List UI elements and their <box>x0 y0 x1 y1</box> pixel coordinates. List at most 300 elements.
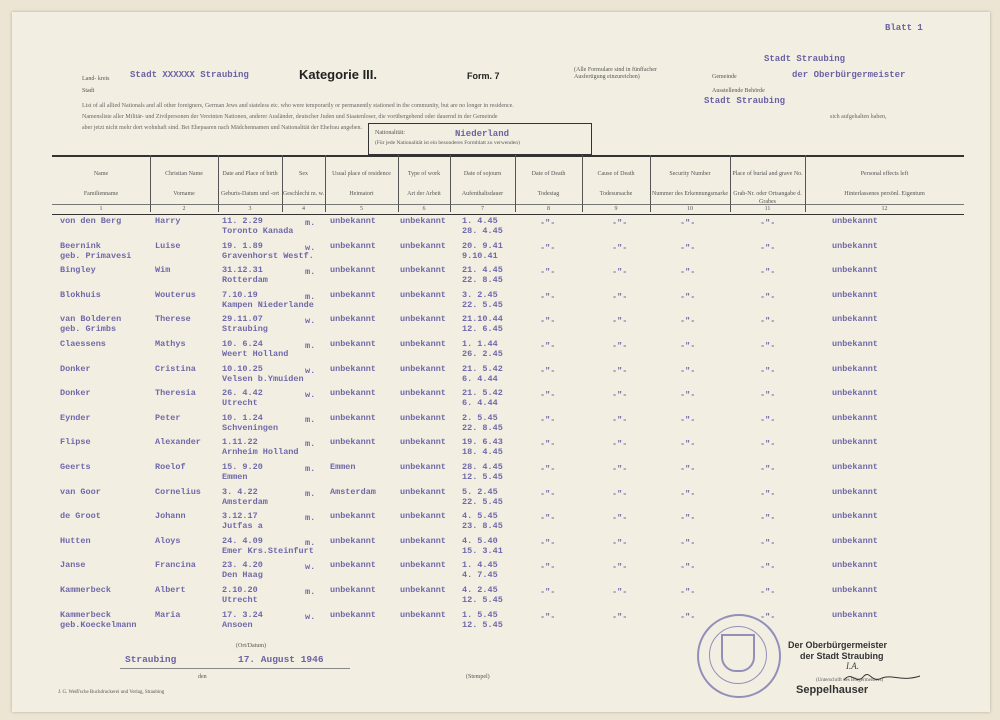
cell-work: unbekannt <box>400 511 446 522</box>
cell-cause: -"- <box>612 267 628 278</box>
cell-residence: unbekannt <box>330 511 376 522</box>
cell-work: unbekannt <box>400 412 446 423</box>
cell-birth1: 2.10.20 <box>222 585 258 595</box>
cell-sojourn1: 2. 5.45 <box>462 412 498 423</box>
cell-cause: -"- <box>612 218 628 228</box>
cell-birth2: Utrecht <box>222 595 258 605</box>
column-header-de: Nummer des Erkennungsmarke <box>652 191 728 197</box>
nationality-value: Niederland <box>455 129 510 139</box>
cell-sex: w. <box>305 611 316 622</box>
column-header-en: Sex <box>299 171 308 177</box>
cell-sojourn2: 23. 8.45 <box>462 521 503 532</box>
cell-effects: unbekannt <box>832 240 878 251</box>
cell-birth2: Gravenhorst Westf. <box>222 250 314 261</box>
cell-name: Blokhuis <box>60 289 101 300</box>
cell-death: -"- <box>540 267 556 278</box>
column-header-en: Date of sojourn <box>463 171 502 177</box>
cell-cause: -"- <box>612 537 628 548</box>
cell-residence: unbekannt <box>330 314 376 325</box>
cell-first: Therese <box>155 314 191 325</box>
cell-first: Harry <box>155 216 181 226</box>
cell-sojourn2: 22. 5.45 <box>462 496 503 507</box>
column-number: 12 <box>881 206 888 212</box>
cell-birth1: 24. 4.09 <box>222 535 263 546</box>
column-separator <box>150 155 151 212</box>
cell-effects: unbekannt <box>832 535 878 546</box>
cell-residence: Amsterdam <box>330 486 376 497</box>
cell-security: -"- <box>680 365 696 376</box>
cell-burial: -"- <box>760 267 776 278</box>
cell-first: Theresia <box>155 388 196 399</box>
cell-name: Donker <box>60 363 91 374</box>
cell-death: -"- <box>540 464 556 474</box>
cell-burial: -"- <box>760 439 776 450</box>
cell-security: -"- <box>680 587 696 597</box>
cell-sojourn1: 28. 4.45 <box>462 462 503 472</box>
cell-birth2: Emmen <box>222 472 248 482</box>
cell-sex: w. <box>305 562 316 573</box>
cell-first: Mathys <box>155 339 186 349</box>
cell-birth2: Jutfas a <box>222 521 263 532</box>
cell-cause: -"- <box>612 365 628 376</box>
cell-sex: w. <box>305 316 316 327</box>
cell-work: unbekannt <box>400 462 446 472</box>
cell-effects: unbekannt <box>832 363 878 374</box>
cell-name: Donker <box>60 388 91 399</box>
cell-death: -"- <box>540 439 556 450</box>
cell-effects: unbekannt <box>832 437 878 448</box>
signature-line-1: Der Oberbürgermeister <box>788 640 888 650</box>
column-number: 1 <box>99 206 103 212</box>
cell-work: unbekannt <box>400 535 446 546</box>
cell-birth1: 31.12.31 <box>222 265 263 276</box>
column-header-de: Geschlecht m. w. <box>282 191 325 197</box>
cell-cause: -"- <box>612 439 628 450</box>
sheet-number: Blatt 1 <box>885 23 923 33</box>
column-header-en: Date of Death <box>531 171 566 177</box>
cell-sojourn2: 18. 4.45 <box>462 447 503 458</box>
cell-sojourn2: 6. 4.44 <box>462 398 498 409</box>
stamp-label: (Stempel) <box>466 674 490 680</box>
cell-cause: -"- <box>612 611 628 622</box>
cell-first: Cristina <box>155 363 196 374</box>
cell-birth2: Ansoen <box>222 619 253 630</box>
cell-sex: m. <box>305 513 316 524</box>
intro-line-1: List of all allied Nationals and all other foreigners, German Jews and stateless etc. who were temporarily or permanently stationed in the community, but are no longer in residence. <box>82 103 514 109</box>
footer-date: 17. August 1946 <box>238 654 324 665</box>
column-separator <box>450 155 451 212</box>
cell-work: unbekannt <box>400 609 446 620</box>
cell-birth1: 3.12.17 <box>222 511 258 522</box>
cell-death: -"- <box>540 611 556 622</box>
cell-cause: -"- <box>612 390 628 401</box>
cell-effects: unbekannt <box>832 412 878 423</box>
cell-effects: unbekannt <box>832 560 878 571</box>
cell-sojourn2: 12. 5.45 <box>462 472 503 482</box>
cell-burial: -"- <box>760 414 776 425</box>
cell-work: unbekannt <box>400 486 446 497</box>
cell-sojourn1: 21. 4.45 <box>462 265 503 276</box>
cell-name2: geb. Grimbs <box>60 324 117 335</box>
cell-sojourn2: 6. 4.44 <box>462 373 498 384</box>
cell-sojourn1: 4. 5.40 <box>462 535 498 546</box>
cell-sojourn2: 12. 5.45 <box>462 595 503 605</box>
cell-birth1: 10. 1.24 <box>222 412 263 423</box>
cell-security: -"- <box>680 488 696 499</box>
cell-sojourn2: 12. 5.45 <box>462 619 503 630</box>
cell-birth1: 15. 9.20 <box>222 462 263 472</box>
cell-residence: unbekannt <box>330 265 376 276</box>
cell-sojourn1: 1. 4.45 <box>462 216 498 226</box>
cell-death: -"- <box>540 341 556 351</box>
cell-work: unbekannt <box>400 216 446 226</box>
cell-residence: unbekannt <box>330 240 376 251</box>
cell-sojourn2: 15. 3.41 <box>462 545 503 556</box>
column-number: 4 <box>302 206 305 212</box>
cell-birth2: Rotterdam <box>222 275 268 286</box>
cell-sojourn1: 3. 2.45 <box>462 289 498 300</box>
document-sheet <box>12 12 990 712</box>
cell-burial: -"- <box>760 365 776 376</box>
cell-effects: unbekannt <box>832 314 878 325</box>
cell-name: Janse <box>60 560 86 571</box>
cell-work: unbekannt <box>400 289 446 300</box>
cell-name: van Bolderen <box>60 314 122 325</box>
column-separator <box>805 155 806 212</box>
signatory-name: Seppelhauser <box>796 684 869 696</box>
cell-residence: unbekannt <box>330 560 376 571</box>
cell-effects: unbekannt <box>832 462 878 472</box>
cell-death: -"- <box>540 537 556 548</box>
cell-sex: m. <box>305 464 316 474</box>
cell-security: -"- <box>680 291 696 302</box>
cell-birth1: 29.11.07 <box>222 314 263 325</box>
cell-residence: unbekannt <box>330 609 376 620</box>
column-header-en: Personal effects left <box>860 171 909 177</box>
cell-birth2: Arnheim Holland <box>222 447 299 458</box>
cell-birth1: 19. 1.89 <box>222 240 263 251</box>
column-separator <box>218 155 219 212</box>
gemeinde-label: Gemeinde <box>712 74 737 80</box>
cell-name: Bingley <box>60 265 96 276</box>
cell-work: unbekannt <box>400 240 446 251</box>
cell-sojourn1: 21. 5.42 <box>462 363 503 374</box>
cell-burial: -"- <box>760 341 776 351</box>
cell-sojourn1: 4. 5.45 <box>462 511 498 522</box>
intro-line-3: aber jetzt nicht mehr dort wohnhaft sind. Bei Ehepaaren nach Mädchennamen und Nationalität der Ehefrau angeben. <box>82 125 363 131</box>
cell-first: Johann <box>155 511 186 522</box>
cell-name: Claessens <box>60 339 106 349</box>
stadt-value-2: Stadt Straubing <box>704 96 786 106</box>
cell-effects: unbekannt <box>832 585 878 595</box>
cell-name: Kammerbeck <box>60 585 112 595</box>
cell-first: Roelof <box>155 462 186 472</box>
cell-name: Eynder <box>60 412 91 423</box>
cell-sojourn1: 21.10.44 <box>462 314 503 325</box>
cell-burial: -"- <box>760 562 776 573</box>
column-header-en: Christian Name <box>165 171 203 177</box>
ausstellende-label: Ausstellende Behörde <box>712 88 765 94</box>
cell-birth2: Emer Krs.Steinfurt <box>222 545 314 556</box>
cell-sex: m. <box>305 291 316 302</box>
signature-label: (Unterschrift des Bürgermeisters) <box>816 678 884 683</box>
coat-of-arms-icon <box>721 634 755 672</box>
column-header-en: Security Number <box>669 171 711 177</box>
cell-cause: -"- <box>612 513 628 524</box>
cell-death: -"- <box>540 218 556 228</box>
cell-effects: unbekannt <box>832 289 878 300</box>
column-header-en: Type of work <box>407 171 441 177</box>
printer-credit: J. G. Weiß'sche Buchdruckerei und Verlag, Straubing <box>58 690 165 695</box>
column-separator <box>515 155 516 212</box>
cell-cause: -"- <box>612 316 628 327</box>
cell-birth1: 23. 4.20 <box>222 560 263 571</box>
cell-first: Cornelius <box>155 486 201 497</box>
cell-work: unbekannt <box>400 585 446 595</box>
cell-death: -"- <box>540 390 556 401</box>
column-number: 5 <box>360 206 363 212</box>
cell-sex: w. <box>305 365 316 376</box>
stadt-label: Stadt <box>82 88 95 94</box>
cell-security: -"- <box>680 439 696 450</box>
cell-name: von den Berg <box>60 216 122 226</box>
cell-security: -"- <box>680 267 696 278</box>
cell-security: -"- <box>680 513 696 524</box>
cell-name: Geerts <box>60 462 91 472</box>
cell-name2: geb.Koeckelmann <box>60 619 137 630</box>
cell-birth2: Kampen Niederlande <box>222 299 314 310</box>
cell-birth2: Den Haag <box>222 570 263 581</box>
cell-sex: m. <box>305 414 316 425</box>
column-header-en: Place of burial and grave No. <box>732 171 803 177</box>
intro-line-2: Namensliste aller Militär- und Zivilpersonen der Vereinten Nationen, anderer Ausländer, deutscher Juden und Staatenloser, die vorübergehend oder dauernd in der Gemeinde <box>82 114 498 120</box>
cell-name: Flipse <box>60 437 91 448</box>
authority-value: der Oberbürgermeister <box>792 70 906 80</box>
cell-sojourn2: 22. 8.45 <box>462 422 503 433</box>
cell-cause: -"- <box>612 341 628 351</box>
cell-death: -"- <box>540 365 556 376</box>
cell-death: -"- <box>540 562 556 573</box>
cell-cause: -"- <box>612 562 628 573</box>
cell-burial: -"- <box>760 488 776 499</box>
cell-sojourn2: 28. 4.45 <box>462 226 503 236</box>
cell-work: unbekannt <box>400 560 446 571</box>
cell-burial: -"- <box>760 464 776 474</box>
cell-work: unbekannt <box>400 363 446 374</box>
cell-cause: -"- <box>612 414 628 425</box>
cell-burial: -"- <box>760 587 776 597</box>
cell-death: -"- <box>540 414 556 425</box>
cell-cause: -"- <box>612 488 628 499</box>
cell-burial: -"- <box>760 513 776 524</box>
cell-effects: unbekannt <box>832 609 878 620</box>
cell-death: -"- <box>540 513 556 524</box>
column-number: 10 <box>687 206 693 212</box>
cell-name: Kammerbeck <box>60 609 112 620</box>
cell-cause: -"- <box>612 242 628 253</box>
cell-birth1: 10. 6.24 <box>222 339 263 349</box>
column-number: 8 <box>547 206 550 212</box>
den-label: den <box>198 674 207 680</box>
column-number: 2 <box>182 206 186 212</box>
cell-work: unbekannt <box>400 314 446 325</box>
column-header-de: Aufenthaltsdauer <box>461 191 504 197</box>
cell-sojourn2: 4. 7.45 <box>462 570 498 581</box>
cell-first: Peter <box>155 412 181 423</box>
column-number: 6 <box>422 206 426 212</box>
cell-death: -"- <box>540 291 556 302</box>
cell-security: -"- <box>680 316 696 327</box>
cell-effects: unbekannt <box>832 486 878 497</box>
footer-place: Straubing <box>125 654 177 665</box>
cell-residence: unbekannt <box>330 363 376 374</box>
cell-sojourn1: 21. 5.42 <box>462 388 503 399</box>
cell-sojourn1: 1. 4.45 <box>462 560 498 571</box>
cell-sojourn2: 22. 8.45 <box>462 275 503 286</box>
cell-sojourn1: 20. 9.41 <box>462 240 503 251</box>
cell-death: -"- <box>540 587 556 597</box>
copies-note: (Alle Formulare sind in fünffacher Ausfertigung einzureichen) <box>574 67 657 80</box>
column-number: 7 <box>481 206 484 212</box>
cell-sex: m. <box>305 267 316 278</box>
cell-burial: -"- <box>760 316 776 327</box>
intro-line-2-end: sich aufgehalten haben, <box>830 114 887 120</box>
kreis-value: Stadt XXXXXX Straubing <box>130 70 249 80</box>
cell-effects: unbekannt <box>832 339 878 349</box>
column-header-de: Todesursache <box>599 191 633 197</box>
cell-cause: -"- <box>612 464 628 474</box>
cell-name: Beernink <box>60 240 101 251</box>
cell-residence: unbekannt <box>330 339 376 349</box>
cell-effects: unbekannt <box>832 265 878 276</box>
column-header-en: Name <box>93 171 109 177</box>
cell-birth2: Weert Holland <box>222 349 289 359</box>
cell-first: Wim <box>155 265 171 276</box>
cell-residence: Emmen <box>330 462 356 472</box>
cell-sojourn1: 4. 2.45 <box>462 585 498 595</box>
cell-sex: w. <box>305 242 316 253</box>
column-separator <box>398 155 399 212</box>
cell-birth1: 11. 2.29 <box>222 216 263 226</box>
cell-effects: unbekannt <box>832 388 878 399</box>
column-header-de: Hinterlassenes persönl. Eigentum <box>844 191 925 197</box>
cell-work: unbekannt <box>400 437 446 448</box>
column-header-en: Cause of Death <box>597 171 635 177</box>
cell-security: -"- <box>680 562 696 573</box>
cell-birth1: 10.10.25 <box>222 363 263 374</box>
cell-sex: m. <box>305 439 316 450</box>
cell-first: Luise <box>155 240 181 251</box>
cell-birth2: Utrecht <box>222 398 258 409</box>
cell-sojourn2: 22. 5.45 <box>462 299 503 310</box>
cell-security: -"- <box>680 464 696 474</box>
cell-effects: unbekannt <box>832 511 878 522</box>
cell-burial: -"- <box>760 611 776 622</box>
place-date-label: (Ort/Datum) <box>236 643 266 649</box>
cell-first: Aloys <box>155 535 181 546</box>
cell-security: -"- <box>680 414 696 425</box>
gemeinde-value: Stadt Straubing <box>764 54 846 64</box>
kategorie-title: Kategorie III. <box>299 67 378 82</box>
cell-birth1: 26. 4.42 <box>222 388 263 399</box>
cell-death: -"- <box>540 316 556 327</box>
cell-security: -"- <box>680 537 696 548</box>
cell-cause: -"- <box>612 291 628 302</box>
column-header-de: Art der Arbeit <box>407 191 441 197</box>
cell-name2: geb. Primavesi <box>60 250 132 261</box>
official-seal <box>697 611 781 698</box>
form-number: Form. 7 <box>467 71 500 81</box>
cell-first: Alexander <box>155 437 201 448</box>
cell-sojourn1: 5. 2.45 <box>462 486 498 497</box>
column-header-en: Date and Place of birth <box>222 171 278 177</box>
cell-name: de Groot <box>60 511 101 522</box>
cell-burial: -"- <box>760 242 776 253</box>
cell-death: -"- <box>540 488 556 499</box>
cell-sex: m. <box>305 488 316 499</box>
cell-name: Hutten <box>60 535 91 546</box>
cell-work: unbekannt <box>400 265 446 276</box>
cell-burial: -"- <box>760 218 776 228</box>
column-separator <box>282 155 283 212</box>
cell-birth2: Amsterdam <box>222 496 268 507</box>
cell-burial: -"- <box>760 390 776 401</box>
cell-name: van Goor <box>60 486 101 497</box>
cell-birth1: 7.10.19 <box>222 289 258 300</box>
column-header-de: Familienname <box>83 191 119 197</box>
cell-security: -"- <box>680 218 696 228</box>
cell-burial: -"- <box>760 537 776 548</box>
column-separator <box>582 155 583 212</box>
cell-sojourn1: 1. 1.44 <box>462 339 498 349</box>
signature-initial: I.A. <box>846 661 859 671</box>
landkreis-label: Land- kreis <box>82 76 110 82</box>
cell-birth1: 1.11.22 <box>222 437 258 448</box>
cell-birth2: Toronto Kanada <box>222 226 294 236</box>
cell-residence: unbekannt <box>330 535 376 546</box>
cell-first: Albert <box>155 585 186 595</box>
cell-residence: unbekannt <box>330 585 376 595</box>
cell-sojourn2: 12. 6.45 <box>462 324 503 335</box>
cell-security: -"- <box>680 390 696 401</box>
cell-birth2: Velsen b.Ymuiden <box>222 373 304 384</box>
signature-line-2: der Stadt Straubing <box>800 651 884 661</box>
column-number: 11 <box>764 206 771 212</box>
cell-security: -"- <box>680 341 696 351</box>
cell-death: -"- <box>540 242 556 253</box>
cell-sex: m. <box>305 218 316 228</box>
cell-sex: w. <box>305 390 316 401</box>
column-header-de: Vorname <box>173 191 195 197</box>
column-header-de: Geburts-Datum und -ort <box>221 191 279 197</box>
column-separator <box>325 155 326 212</box>
cell-residence: unbekannt <box>330 289 376 300</box>
cell-sojourn2: 9.10.41 <box>462 250 498 261</box>
cell-birth1: 3. 4.22 <box>222 486 258 497</box>
cell-first: Wouterus <box>155 289 196 300</box>
column-number: 3 <box>248 206 252 212</box>
cell-sex: m. <box>305 587 316 597</box>
cell-work: unbekannt <box>400 388 446 399</box>
cell-cause: -"- <box>612 587 628 597</box>
column-header-de: Todestag <box>537 191 560 197</box>
column-header-de: Heimatort <box>349 191 374 197</box>
cell-residence: unbekannt <box>330 412 376 423</box>
nationality-box <box>368 123 592 155</box>
cell-sex: m. <box>305 537 316 548</box>
cell-sex: m. <box>305 341 316 351</box>
nationality-note: (Für jede Nationalität ist ein besonderes Formblatt zu verwenden) <box>375 140 520 146</box>
